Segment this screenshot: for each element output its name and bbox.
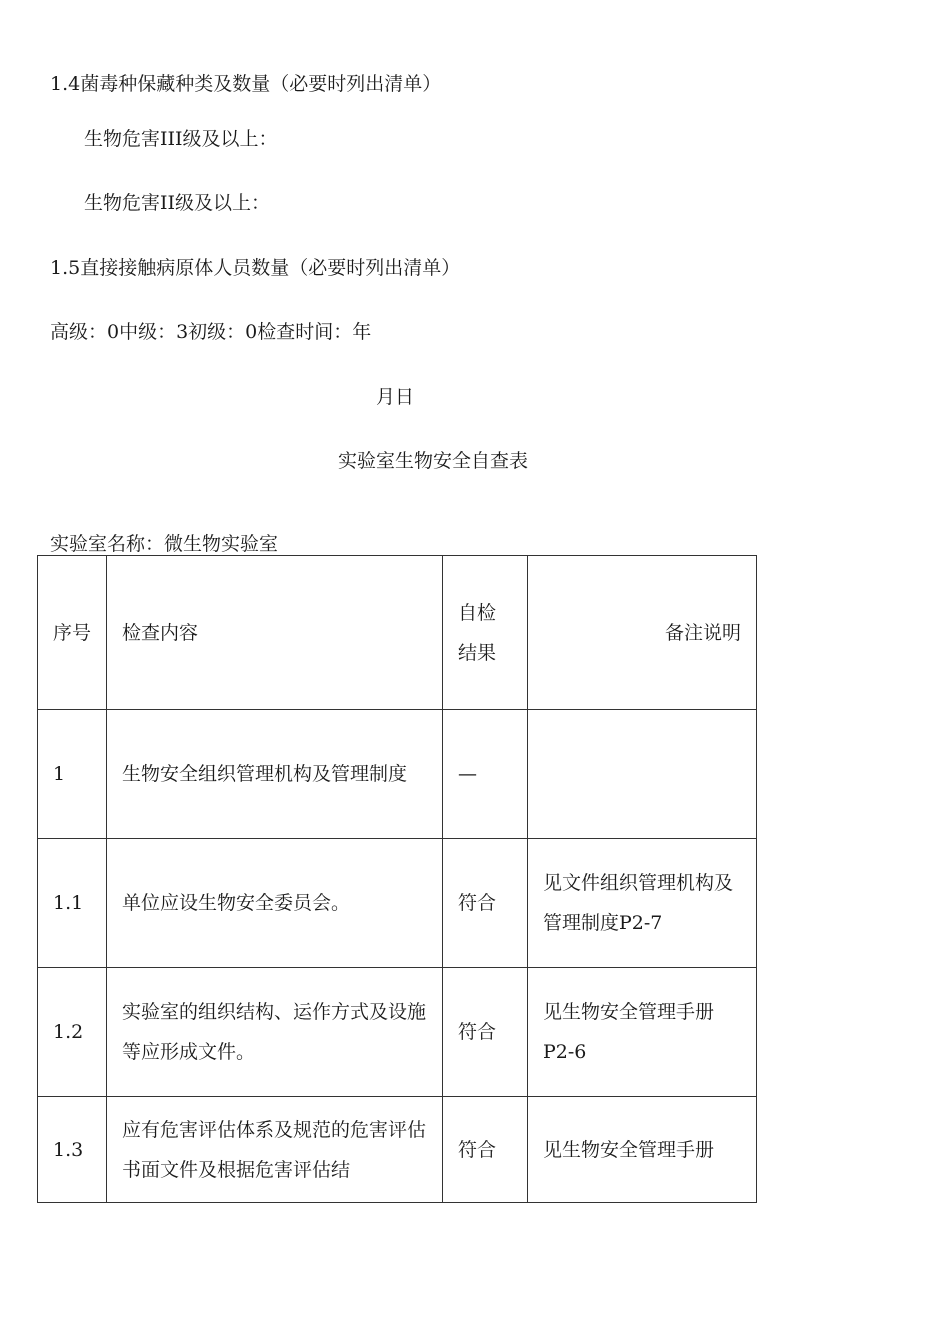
- row-note: [528, 710, 757, 839]
- table-row: [38, 710, 757, 839]
- row-content: 实验室的组织结构、运作方式及设施等应形成文件。: [107, 968, 443, 1097]
- row-result: 符合: [443, 839, 528, 968]
- date-continuation: 月日: [376, 386, 415, 408]
- hazard-level-3-line: 生物危害III级及以上：: [84, 128, 278, 150]
- self-check-table: [37, 555, 757, 1203]
- hazard-level-2-line: 生物危害II级及以上：: [84, 192, 271, 214]
- row-content: 应有危害评估体系及规范的危害评估书面文件及根据危害评估结: [107, 1097, 443, 1203]
- row-no: 1.3: [38, 1097, 107, 1203]
- lab-name-label: 实验室名称：微生物实验室: [50, 533, 279, 555]
- section-1-4-heading: 1.4菌毒种保藏种类及数量（必要时列出清单）: [50, 73, 442, 95]
- row-content: 单位应设生物安全委员会。: [107, 839, 443, 968]
- header-result-line1: 自检: [458, 601, 497, 624]
- row-result: —: [443, 710, 528, 839]
- table-header-row: [38, 556, 757, 710]
- row-no: 1.2: [38, 968, 107, 1097]
- table-row: [38, 839, 757, 968]
- row-result: 符合: [443, 1097, 528, 1203]
- section-1-5-heading: 1.5直接接触病原体人员数量（必要时列出清单）: [50, 257, 461, 279]
- header-result-line2: 结果: [458, 641, 497, 664]
- staff-count-line: 高级：0中级：3初级：0检查时间：年: [50, 321, 372, 343]
- table-row: [38, 1097, 757, 1203]
- header-content: 检查内容: [107, 556, 443, 710]
- row-content: 生物安全组织管理机构及管理制度: [107, 710, 443, 839]
- row-note: 见文件组织管理机构及管理制度P2-7: [528, 839, 757, 968]
- row-note: 见生物安全管理手册: [528, 1097, 757, 1203]
- page-title: 实验室生物安全自查表: [338, 450, 529, 472]
- row-note: 见生物安全管理手册P2-6: [528, 968, 757, 1097]
- header-result: [443, 556, 528, 710]
- header-note: 备注说明: [528, 556, 757, 710]
- row-no: 1.1: [38, 839, 107, 968]
- row-result: 符合: [443, 968, 528, 1097]
- row-no: 1: [38, 710, 107, 839]
- table-row: [38, 968, 757, 1097]
- header-no: 序号: [38, 556, 107, 710]
